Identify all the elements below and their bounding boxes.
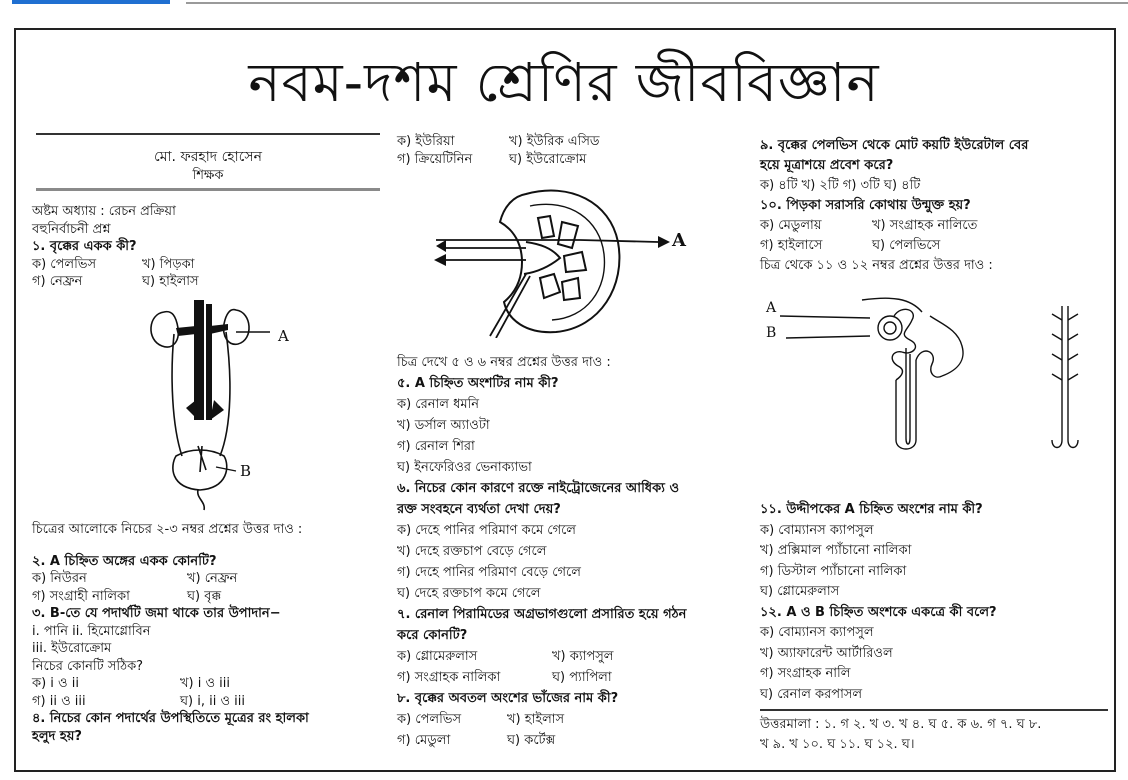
q12-option-c: গ) সংগ্রাহক নালি [760, 666, 851, 681]
question-10: ১০. পিড়কা সরাসরি কোথায় উন্মুক্ত হয়? [760, 198, 971, 213]
q3-option-a: ক) i ও ii [32, 676, 79, 691]
column-3-lower [760, 500, 1110, 756]
left-ureter [172, 334, 182, 456]
diagram-1-label-b: B [240, 462, 252, 480]
left-kidney-shape [151, 312, 178, 347]
author-rule-top [36, 133, 380, 135]
ureter-line [490, 274, 526, 336]
column-2-top [397, 133, 737, 168]
question-3-statement-2: iii. ইউরোক্রোম [32, 641, 112, 656]
glomerulus [884, 322, 896, 334]
author-rule-bottom [36, 188, 380, 191]
q1-option-a: ক) পেলভিস [32, 256, 97, 272]
proximal-tube [894, 309, 915, 353]
chapter-title: অষ্টম অধ্যায় : রেচন প্রক্রিয়া [32, 204, 176, 219]
question-7: ৭. রেনাল পিরামিডের অগ্রভাগগুলো প্রসারিত হয়ে গঠন [397, 607, 687, 622]
q7-option-b: খ) ক্যাপসুল [552, 649, 614, 664]
question-3-options-row-2 [32, 693, 382, 711]
q12-option-a: ক) বোম্যানস ক্যাপসুল [760, 625, 874, 640]
pyramid-5 [562, 278, 580, 300]
arrow-left-head [434, 254, 446, 266]
question-1: ১. বৃক্কের একক কী? [32, 239, 137, 254]
q5-option-b: খ) ডর্সাল অ্যাওটা [397, 418, 490, 433]
q8-option-b: খ) হাইলাস [507, 712, 565, 727]
label-a-pointer-line [780, 316, 870, 318]
kidney-inner-outline [530, 204, 604, 320]
top-divider [186, 2, 1128, 4]
question-4-cont: হলুদ হয়? [32, 728, 82, 744]
question-3-options-row-1 [32, 675, 382, 693]
urinary-system-diagram [140, 296, 320, 512]
author-name: মো. ফরহাদ হোসেন [154, 149, 262, 165]
page-title: নবম-দশম শ্রেণির জীববিজ্ঞান [248, 51, 880, 114]
q11-option-b: খ) প্রক্সিমাল প্যাঁচানো নালিকা [760, 543, 912, 558]
q11-option-c: গ) ডিস্টাল প্যাঁচানো নালিকা [760, 563, 907, 579]
diagram-1-label-a: A [278, 327, 289, 345]
question-9: ৯. বৃক্কের পেলভিস থেকে মোট কয়টি ইউরেটাল বের [760, 138, 1029, 153]
question-9-cont: হয়ে মূত্রাশয়ে প্রবেশ করে? [760, 158, 894, 173]
question-12: ১২. A ও B চিহ্নিত অংশকে একত্রে কী বলে? [760, 604, 997, 620]
pelvis-shape [524, 242, 560, 274]
question-10-options-row-2 [760, 236, 1110, 256]
q8-option-c: গ) মেডুলা [397, 733, 451, 748]
q5-option-c: গ) রেনাল শিরা [397, 439, 475, 454]
question-3-statement-1: i. পানি ii. হিমোগ্লোবিন [32, 623, 151, 639]
question-4-options-row-1 [397, 133, 737, 151]
pyramid-1 [538, 216, 554, 238]
arrow-a-head [658, 236, 670, 248]
duct-branches [1052, 314, 1078, 380]
kidney-section-diagram [430, 182, 690, 338]
diagram-2-label-a: A [672, 230, 686, 251]
question-7-options-row-1 [397, 646, 737, 667]
q10-option-a: ক) মেডুলায় [760, 218, 822, 233]
q10-option-b: খ) সংগ্রাহক নালিতে [872, 218, 978, 233]
question-7-cont: করে কোনটি? [397, 628, 468, 643]
q5-option-d: ঘ) ইনফেরিওর ভেনাক্যাভা [397, 460, 532, 475]
label-b-pointer-line [786, 336, 870, 338]
distal-tube-2 [930, 316, 963, 376]
pyramid-2 [558, 222, 578, 248]
q2-option-d: ঘ) বৃক্ক [187, 588, 222, 604]
instruction-2-3: চিত্রের আলোকে নিচের ২-৩ নম্বর প্রশ্নের উত্তর দাও : [32, 522, 303, 537]
q10-option-c: গ) হাইলাসে [760, 238, 823, 253]
q7-option-c: গ) সংগ্রাহক নালিকা [397, 670, 501, 685]
column-1-lower [32, 521, 382, 745]
top-accent-bar [12, 0, 170, 4]
column-2-lower [397, 352, 737, 751]
q8-option-a: ক) পেলভিস [397, 712, 462, 727]
question-3-which: নিচের কোনটি সঠিক? [32, 658, 144, 674]
q4-option-d: ঘ) ইউরোক্রোম [509, 151, 587, 167]
question-1-options-row-2 [32, 273, 380, 291]
column-1 [32, 133, 380, 291]
question-6: ৬. নিচের কোন কারণে রক্তে নাইট্রোজেনের আধিক্য ও [397, 481, 680, 496]
q7-option-d: ঘ) প্যাপিলা [552, 670, 612, 685]
right-ureter [220, 332, 230, 456]
section-title: বহুনির্বাচনী প্রশ্ন [32, 221, 111, 237]
question-8-options-row-2 [397, 730, 737, 751]
pyramid-3 [564, 252, 586, 272]
q11-option-d: ঘ) গ্লোমেরুলাস [760, 584, 840, 599]
urethra [198, 490, 205, 510]
question-1-options-row-1 [32, 256, 380, 274]
author-role: শিক্ষক [192, 167, 224, 183]
q6-option-b: খ) দেহে রক্তচাপ বেড়ে গেলে [397, 544, 547, 559]
arrow-a-line [580, 240, 658, 242]
vena-cava-shape [206, 304, 212, 420]
q6-option-c: গ) দেহে পানির পরিমাণ বেড়ে গেলে [397, 565, 581, 580]
q1-option-b: খ) পিড়কা [142, 256, 195, 272]
q4-option-c: গ) ক্রিয়েটিনিন [397, 151, 473, 167]
instruction-11-12: চিত্র থেকে ১১ ও ১২ নম্বর প্রশ্নের উত্তর দাও : [760, 258, 993, 273]
q3-option-b: খ) i ও iii [180, 676, 231, 691]
q3-option-c: গ) ii ও iii [32, 693, 86, 709]
question-8: ৮. বৃক্কের অবতল অংশের ভাঁজের নাম কী? [397, 691, 619, 706]
diagram-3-label-a: A [766, 300, 777, 316]
iliac-left [186, 400, 198, 420]
proximal-tube-2 [892, 352, 902, 380]
q2-option-a: ক) নিউরন [32, 571, 87, 586]
question-6-cont: রক্ত সংবহনে ব্যর্থতা দেখা দেয়? [397, 502, 561, 517]
question-9-options: ক) ৪টি খ) ২টি গ) ৩টি ঘ) ৪টি [760, 178, 921, 193]
kidney-outline [500, 191, 619, 333]
q5-option-a: ক) রেনাল ধমনি [397, 397, 480, 412]
q4-option-a: ক) ইউরিয়া [397, 134, 455, 149]
q1-option-c: গ) নেফ্রন [32, 274, 83, 289]
question-4: ৪. নিচের কোন পদার্থের উপস্থিতিতে মূত্রের রং হালকা [32, 711, 309, 726]
arrow-left-head-2 [436, 240, 446, 252]
question-5: ৫. A চিহ্নিত অংশটির নাম কী? [397, 376, 559, 391]
nephron-diagram [762, 290, 1102, 460]
left-renal-vessel [176, 326, 196, 336]
answer-key-line-2: খ ৯. খ ১০. ঘ ১১. ঘ ১২. ঘ। [760, 737, 915, 752]
q4-option-b: খ) ইউরিক এসিড [509, 134, 600, 149]
q12-option-b: খ) অ্যাফারেন্ট আর্টারিওল [760, 645, 893, 661]
q12-option-d: ঘ) রেনাল করপাসল [760, 686, 863, 702]
q8-option-d: ঘ) কর্টেক্স [507, 733, 556, 748]
q3-option-d: ঘ) i, ii ও iii [180, 693, 246, 709]
column-3-top [760, 136, 1110, 276]
q10-option-d: ঘ) পেলভিসে [872, 238, 941, 253]
ureter-line-2 [496, 276, 530, 338]
question-3: ৩. B-তে যে পদার্থটি জমা থাকে তার উপাদান− [32, 606, 281, 621]
bowman-capsule [878, 316, 902, 340]
answer-key-line-1: উত্তরমালা : ১. গ ২. খ ৩. খ ৪. ঘ ৫. ক ৬. গ ৭. ঘ ৮. [760, 716, 1042, 732]
question-2-options-row-1 [32, 570, 382, 588]
q6-option-d: ঘ) দেহে রক্তচাপ কমে গেলে [397, 586, 541, 601]
diagram-3-label-b: B [766, 325, 777, 341]
q2-option-b: খ) নেফ্রন [187, 571, 238, 586]
question-10-options-row-1 [760, 216, 1110, 236]
q2-option-c: গ) সংগ্রাহী নালিকা [32, 588, 130, 604]
afferent-vessel [862, 298, 922, 312]
q1-option-d: ঘ) হাইলাস [142, 274, 199, 289]
pyramid-4 [540, 274, 560, 298]
question-11: ১১. উদ্দীপকের A চিহ্নিত অংশের নাম কী? [760, 502, 983, 517]
answers-rule [760, 709, 1108, 711]
loop-inner [906, 348, 910, 444]
q11-option-a: ক) বোম্যানস ক্যাপসুল [760, 522, 874, 538]
question-2: ২. A চিহ্নিত অঙ্গের একক কোনটি? [32, 553, 217, 569]
question-7-options-row-2 [397, 667, 737, 688]
question-4-options-row-2 [397, 151, 737, 169]
instruction-5-6: চিত্র দেখে ৫ ও ৬ নম্বর প্রশ্নের উত্তর দাও : [397, 355, 611, 370]
question-2-options-row-2 [32, 588, 382, 606]
q6-option-a: ক) দেহে পানির পরিমাণ কমে গেলে [397, 523, 576, 538]
question-8-options-row-1 [397, 709, 737, 730]
q7-option-a: ক) গ্লোমেরুলাস [397, 649, 478, 664]
iliac-right [210, 400, 224, 420]
distal-tube [916, 351, 942, 377]
